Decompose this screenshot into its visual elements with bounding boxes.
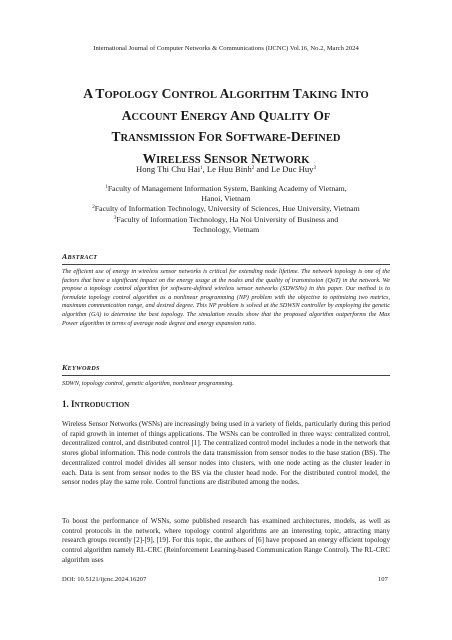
introduction-paragraph: Wireless Sensor Networks (WSNs) are increasingly being used in a variety of fields, particularly during this period of rapid growth in internet of things applications. The WSNs can be controlled in three ways: centralized control, decentralized control, and distributed control [1]. The centralized control model includes a node in the network that stores global information. This node controls the data transmission from sensor nodes to the base station (BS). The decentralized control model divides all sensor nodes into clusters, with one node acting as the cluster leader in each. Data is sent from sensor nodes to the BS via the cluster head node. For the distributed control model, the sensor nodes play the same role. Control functions are distributed among the nodes. bbox=[62, 420, 390, 487]
affiliation-line: $^1$Faculty of Management Information System, Banking Academy of Vietnam, bbox=[105, 184, 347, 193]
introduction-heading: 1. INTRODUCTION bbox=[62, 399, 130, 409]
affiliation-mark: 1 bbox=[105, 185, 108, 190]
affiliation-line: $^2$Faculty of Information Technology, University of Sciences, Hue University, Vietnam bbox=[92, 204, 360, 214]
affiliation-mark: 3 bbox=[113, 215, 117, 221]
title-line: A TOPOLOGY CONTROL ALGORITHM TAKING INTO bbox=[83, 86, 369, 101]
title-line: ACCOUNT ENERGY AND QUALITY OF bbox=[121, 107, 331, 123]
author-list: Hong Thi Chu Hai$^1$, Le Huu Binh$^2$ and Le Duc Huy$^3$ bbox=[136, 164, 316, 174]
author-name: Le Duc Huy bbox=[270, 164, 314, 174]
title-line: WIRELESS SENSOR NETWORK bbox=[142, 150, 310, 166]
affiliation-line: $^3$Faculty of Information Technology, Ha Noi University of Business and bbox=[113, 214, 339, 224]
affiliation-mark: 2 bbox=[92, 205, 95, 211]
abstract-text: The efficient use of energy in wireless sensor networks is critical for extending node lifetime. The network topology is one of the factors that have a significant impact on the energy usage at the nodes and the quality of transmission (QoT) in the network. We propose a topology control algorithm for software-defined wireless sensor networks (SDWSNs) in this paper. Our method is to formulate topology control algorithm as a nonlinear programming (NP) problem with the objective to optimizing two metrics, maximum communication range, and desired degree. This NP problem is solved at the SDWSN controller by employing the genetic algorithm (GA) to determine the best topology. The simulation results show that the proposed algorithm outperforms the Max Power algorithm in terms of average node degree and energy expansion ratio. bbox=[62, 268, 390, 327]
paper-title bbox=[40, 84, 412, 170]
keywords-text: SDWN, topology control, genetic algorithm, nonlinear programming. bbox=[62, 380, 234, 387]
introduction-paragraph: To boost the performance of WSNs, some published research has examined architectures, models, as well as control protocols in the network, where topology control algorithms are an interesting topic, attracting many research groups recently [2]-[9], [19]. For this topic, the authors of [6] have proposed an energy efficient topology control algorithm namely RL-CRC (Reinforcement Learning-based Communication Range Control). The RL-CRC algorithm uses bbox=[62, 517, 390, 564]
author-affiliation-mark: 3 bbox=[313, 166, 316, 171]
abstract-rule bbox=[62, 264, 390, 265]
author-affiliation-mark: 2 bbox=[251, 166, 255, 171]
affiliation-line: Hanoi, Vietnam bbox=[201, 194, 251, 204]
abstract-heading: ABSTRACT bbox=[62, 252, 98, 261]
author-name: Hong Thi Chu Hai bbox=[136, 164, 201, 174]
affiliation-line: Technology, Vietnam bbox=[192, 224, 260, 234]
author-name: Le Huu Binh bbox=[206, 164, 252, 174]
keywords-heading: KEYWORDS bbox=[62, 363, 100, 372]
doi: DOI: 10.5121/ijcnc.2024.16207 bbox=[62, 576, 147, 583]
journal-header: International Journal of Computer Networks & Communications (IJCNC) Vol.16, No.2, March 2024 bbox=[93, 45, 359, 52]
author-affiliation-mark: 1 bbox=[200, 166, 203, 171]
affiliations bbox=[30, 184, 422, 235]
page-number: 107 bbox=[378, 576, 388, 583]
keywords-rule bbox=[62, 375, 390, 376]
title-line: TRANSMISSION FOR SOFTWARE-DEFINED bbox=[111, 129, 341, 144]
